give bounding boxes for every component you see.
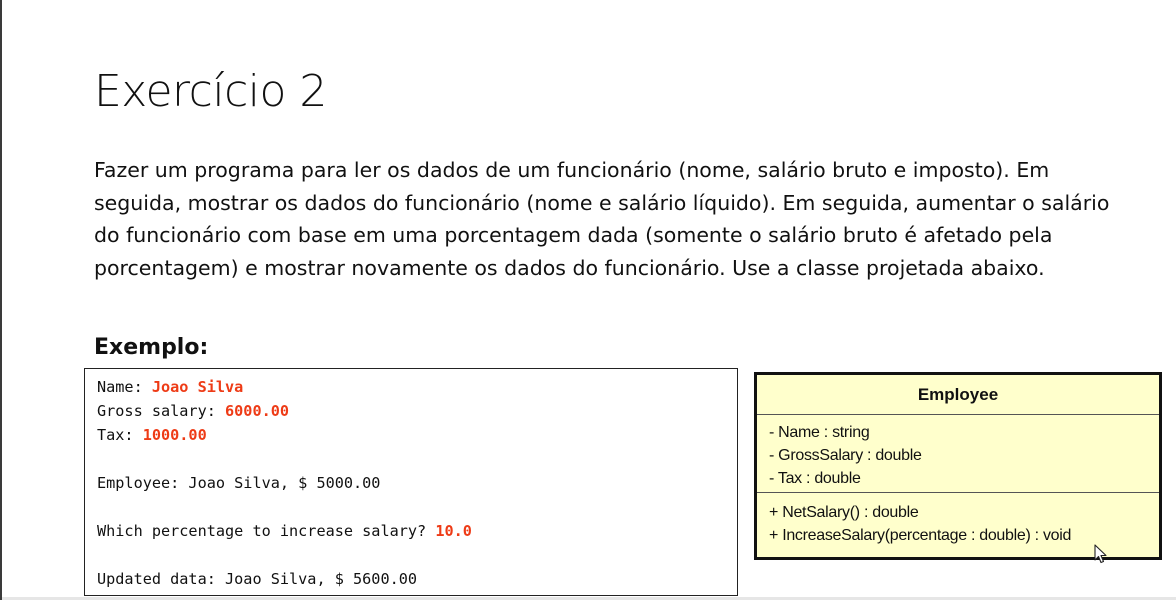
console-input-name: Joao Silva — [151, 378, 244, 396]
console-line-employee: Employee: Joao Silva, $ 5000.00 — [97, 474, 381, 492]
console-blank-line — [97, 543, 725, 567]
console-label: Which percentage to increase salary? — [97, 522, 436, 540]
uml-attribute: - Name : string — [769, 424, 870, 441]
console-input-gross-salary: 6000.00 — [225, 402, 290, 420]
mouse-pointer-icon — [1094, 544, 1108, 564]
console-input-percentage: 10.0 — [435, 522, 472, 540]
uml-method: + IncreaseSalary(percentage : double) : void — [769, 527, 1072, 544]
console-input-tax: 1000.00 — [142, 426, 207, 444]
console-label: Tax: — [97, 426, 143, 444]
console-line-percentage — [97, 519, 725, 543]
exercise-description: Fazer um programa para ler os dados de um funcionário (nome, salário bruto e imposto). Em seguida, mostrar os dados do funcionário (nome e salário líquido). Em seguida, aumentar o salário do funcionário com base em uma porcentagem dada (somente o salário bruto é afetado pela porcentagem) e mostrar novamente os dados do funcionário. Use a classe projetada abaixo. — [94, 158, 1110, 281]
console-label: Gross salary: — [97, 402, 226, 420]
console-line-name — [97, 375, 725, 399]
console-line-updated: Updated data: Joao Silva, $ 5600.00 — [97, 570, 418, 588]
uml-class-diagram — [754, 372, 1162, 560]
example-heading: Exemplo: — [94, 335, 209, 360]
uml-attributes — [757, 415, 1159, 493]
console-example — [84, 368, 738, 596]
console-line-gross-salary — [97, 399, 725, 423]
uml-method: + NetSalary() : double — [769, 504, 919, 521]
uml-attribute: - GrossSalary : double — [769, 447, 922, 464]
slide-title: Exercício 2 — [94, 66, 327, 117]
uml-class-name: Employee — [757, 375, 1159, 415]
console-blank-line — [97, 447, 725, 471]
console-label: Name: — [97, 378, 152, 396]
console-blank-line — [97, 495, 725, 519]
console-line-tax — [97, 423, 725, 447]
uml-attribute: - Tax : double — [769, 470, 861, 487]
